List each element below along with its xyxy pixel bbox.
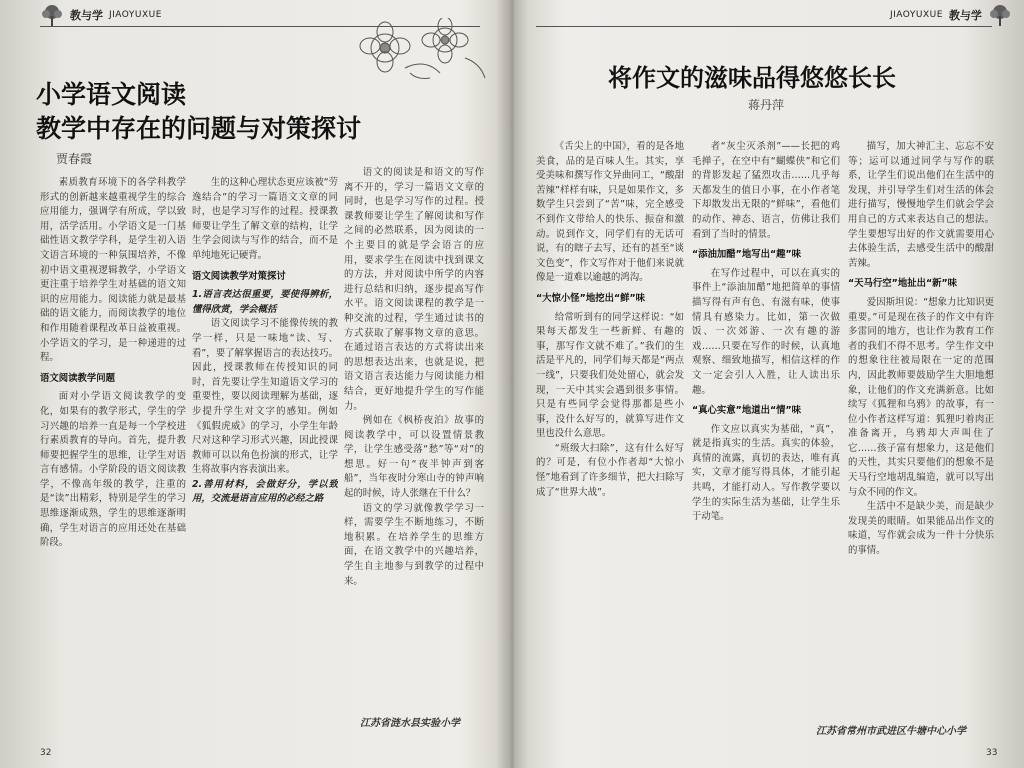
- paragraph: 语文阅读学习不能像传统的教学一样，只是一味地“读、写、看”，要了解掌握语言的表达技巧。因此，授课教师在传授知识的同时，首先要让学生知道语文学习的重要性，要以阅读理解为基础，逐步提升学生对文字的感知。例如《狐假虎威》的学习，小学生年龄尺对这种学习形式兴趣，因此授课教师可以以角色扮演的形式，让学生将故事内容表演出来。: [192, 318, 338, 476]
- right-footer-school: 江苏省常州市武进区牛塘中心小学: [816, 726, 966, 737]
- paragraph: “班级大扫除”，这有什么好写的？可是，有位小作者却“大惊小怪”地看到了许多细节，把大扫除写成了“世界大战”。: [536, 442, 684, 498]
- title-line-1: 小学语文阅读: [36, 80, 187, 109]
- paragraph: 在写作过程中，可以在真实的事件上“添油加醋”地把简单的事情描写得有声有色、有滋有味，使事情具有感染力。比如，第一次做饭、一次郊游、一次有趣的游戏……只要在写作的时候，认真地观察、细致地描写，相信这样的作文一定会引人入胜，让人读出乐趣。: [692, 267, 840, 396]
- section-heading: “添油加醋”地写出“趣”味: [692, 249, 802, 261]
- paragraph: 描写，加大神汇主、忘忘不安等；运可以通过同学与写作的联系，让学生们说出他们在生活中的发现，并引导学生们对生活的体会进行描写，慢慢地学生们就会学会用自己的方式来表达自己的想法。学生要想写出好的作文就需要用心去体验生活，去感受生活中的酸甜苦辣。: [848, 141, 994, 269]
- paragraph: 生的这种心理状态更应该被“劳逸结合”的学习一篇语文文章的同时，也是学习写作的过程。授课教师要让学生了解文章的结构，让学生学会阅读与写作的结合，而不是单纯地死记硬背。: [192, 177, 338, 261]
- title-line-2: 教学中存在的问题与对策探讨: [36, 114, 362, 143]
- left-header: [40, 4, 162, 26]
- section-heading: “天马行空”地扯出“新”味: [848, 278, 958, 290]
- right-column-1: [536, 140, 684, 706]
- paragraph: 《舌尖上的中国》，看的是各地美食，品的是百味人生。其实，享受美味和撰写作文异曲同工，“酸甜苦辣”样样有味，只是如果作文，多数学生只尝到了“苦”味，完全感受不到作文带给人的快乐、振奋和激动。说到作文，同学们有的无话可说，有的瞎子去写，还有的甚至“谈文色变”，作文写作对于他们来说就像是一道难以逾越的鸿沟。: [536, 141, 684, 284]
- paragraph: 素质教育环境下的各学科教学形式的创新越来越重视学生的综合应用能力，强调学有所成，学以致用，活学活用。小学语文是一门基础性语文教学学科，是学生初入语文语言环境的一种氛围培养，不像初中语文重视逻辑教学，小学语文更注重于培养学生对基础的语文知识的应用能力。阅读能力就是最基础的语文能力，而阅读教学的地位和作用随着课程改革日益被重视。小学语文的学习，是一种递进的过程。: [40, 177, 186, 364]
- page-number-right: 33: [986, 748, 998, 758]
- sub-heading: 1.语言表达很重要，要使得辨析，懂得欣赏，学会概括: [192, 289, 338, 315]
- paragraph: 给常听到有的同学这样说：“如果每天都发生一些新鲜、有趣的事，那写作文就不难了。”我们的生活是平凡的，同学们每天都是“两点一线”，只要我们处处留心，就会发现，一天中其实会遇到很多事情。只是有些同学会觉得那都是些小事，没什么好写的，就算写进作文里也没什么意思。: [536, 311, 684, 440]
- right-column-2: [692, 140, 840, 706]
- left-column-3: [344, 166, 484, 706]
- header-section-cn: 教与学: [70, 9, 103, 22]
- paragraph: 生活中不是缺少美，而是缺少发现美的眼睛。如果能品出作文的味道，写作就会成为一件十分快乐的事情。: [848, 501, 994, 557]
- section-heading: “真心实意”地道出“情”味: [692, 405, 802, 417]
- section-heading: 语文阅读教学对策探讨: [192, 270, 286, 282]
- section-heading: 语文阅读教学问题: [40, 372, 116, 384]
- right-header: [890, 4, 1012, 26]
- author-left: 贾春霞: [56, 152, 93, 166]
- tree-icon: [988, 4, 1012, 26]
- right-column-3: [848, 140, 994, 706]
- header-section-cn: 教与学: [948, 9, 982, 22]
- author-right: 蒋丹萍: [748, 98, 785, 112]
- paragraph: 作文应以真实为基础，“真”，就是指真实的生活。真实的体验，真情的流露，真切的表达，唯有真实，文章才能写得具体，才能引起共鸣，才能打动人。写作教学要以学生的实际生活为基础，让学生乐于动笔。: [692, 423, 840, 523]
- paragraph: 语文的学习就像教学学习一样，需要学生不断地练习，不断地积累。在培养学生的思维方面，在语文教学中的兴趣培养，学生自主地参与到教学的过程中来。: [344, 502, 484, 587]
- tree-icon: [40, 4, 64, 26]
- flower-decoration-icon: [345, 18, 495, 88]
- section-heading: “大惊小怪”地挖出“鲜”味: [536, 292, 646, 304]
- header-rule: [536, 26, 992, 27]
- paragraph: 面对小学语文阅读教学的变化，如果有的教学形式，学生的学习兴趣的培养一直是每一个学校进行素质教育的导向。首先，提升教师要把握学生的思维，让学生对语言有感情。小学阶段的语文阅读教学，不像高年级的教学，注重的是“读”出精彩，特别是学生的学习思维逐渐成熟，学生的思维逐渐明确，学生对语言的应用还处在基础阶段。: [40, 391, 186, 549]
- right-page: [516, 0, 1024, 768]
- paragraph: 例如在《枫桥夜泊》故事的阅读教学中，可以设置情景教学，让学生感受落“愁”等“对”的想思。好一句“夜半钟声到客船”，当年夜时分寒山寺的钟声响起的时候，诗人张继在干什么？: [344, 415, 484, 500]
- left-column-2: [192, 176, 338, 706]
- left-footer-school: 江苏省涟水县实验小学: [360, 718, 460, 729]
- article-title-left: [36, 78, 361, 146]
- left-column-1: [40, 176, 186, 706]
- sub-heading: 2.善用材料，会做好分，学以致用，交流是语言应用的必经之路: [192, 478, 338, 505]
- article-title-right: 将作文的滋味品得悠悠长长: [608, 64, 896, 92]
- header-section-en: JIAOYUXUE: [890, 10, 943, 20]
- paragraph: 语文的阅读是和语文的写作离不开的，学习一篇语文文章的同时，也是学习写作的过程。授课教师要让学生了解阅读和写作之间的必然联系，因为阅读的一个主要目的就是学会语言的应用，要求学生在阅读中找到课文的方法，并对阅读中所学的内容进行总结和归纳，逐步提高写作水平。语文阅读课程的教学是一种交流的过程，学生通过读书的方式获取了解事物文章的意思。在通过语言表达的方式将读出来的思想表达出来，也就是说，把语文语言表达能力与阅读能力相结合，更好地提升学生的写作能力。: [344, 167, 484, 412]
- paragraph: 者“灰尘灭杀剂”——长把的鸡毛掸子，在空中有“蝴蝶侠”和它们的背影发起了猛烈攻击……几乎每天都发生的值日小事，在小作者笔下却散发出无限的“鲜味”，看他们的动作、神态、语言，仿佛让我们看到了当时的情景。: [692, 141, 840, 240]
- paragraph: 爱因斯坦说：“想象力比知识更重要。”可是现在孩子的作文中有许多雷同的地方，也让作为教育工作者的我们不得不思考。学生作文中的想象往往被局限在一定的范围内，因此教师要鼓励学生大胆地想象，让他们的作文充满新意。比如续写《狐狸和乌鸦》的故事，有一位小作者这样写道：狐狸叼着肉正准备离开，乌鸦却大声叫住了它……孩子富有想象力，这是他们的天性，其实只要他们的想象不是天马行空地胡乱编造，就可以写出与众不同的作文。: [848, 296, 994, 498]
- page-number-left: 32: [40, 748, 52, 758]
- left-page: [0, 0, 508, 768]
- header-section-en: JIAOYUXUE: [109, 10, 162, 20]
